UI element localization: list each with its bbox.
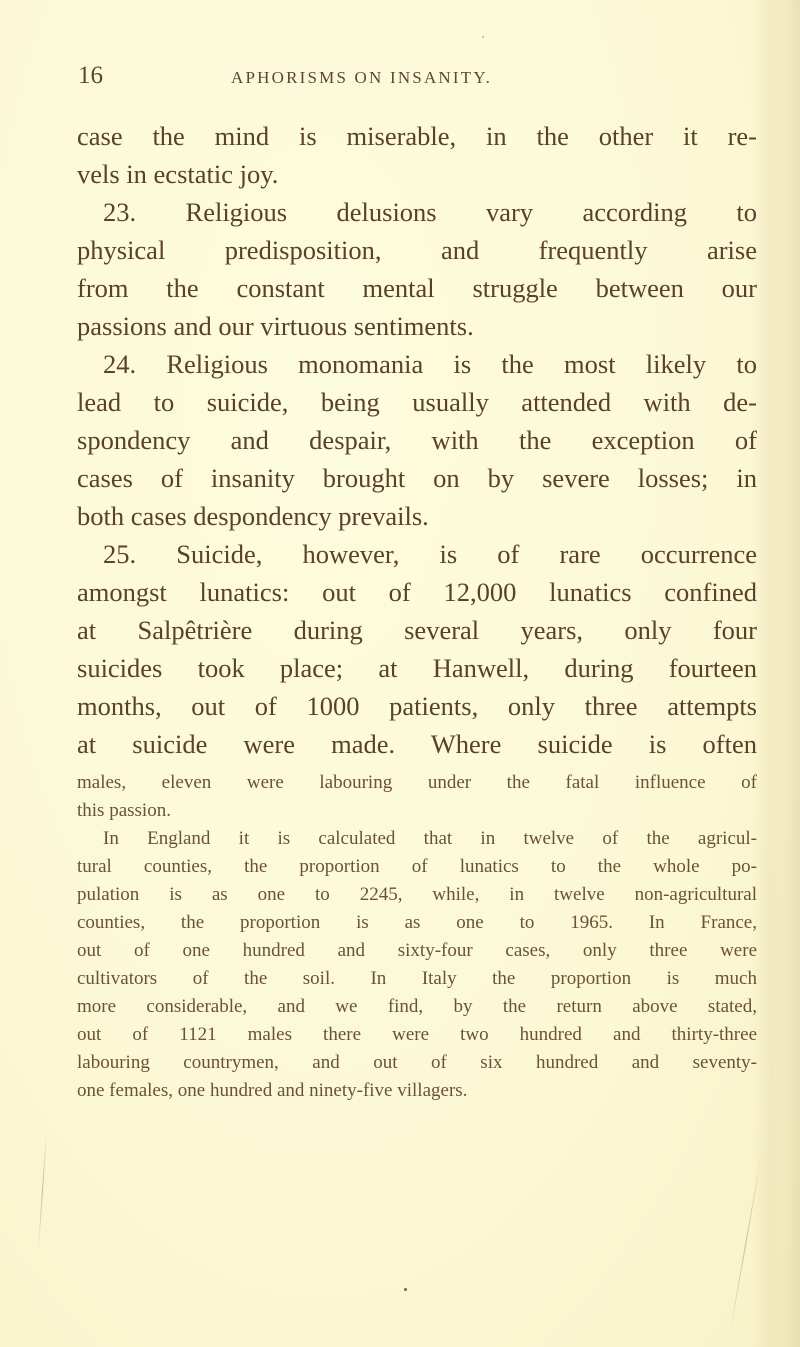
body-line: spondency and despair, with the exception of <box>77 425 757 455</box>
footnote-line: tural counties, the proportion of lunatics to the whole po- <box>77 856 757 877</box>
body-line: from the constant mental struggle between our <box>77 273 757 303</box>
footnote-line: counties, the proportion is as one to 1965. In France, <box>77 912 757 933</box>
body-line: both cases despondency prevails. <box>77 501 429 531</box>
body-line: case the mind is miserable, in the other it re- <box>77 121 757 151</box>
page-number: 16 <box>78 62 103 89</box>
body-line: at suicide were made. Where suicide is often <box>77 729 757 759</box>
body-line: vels in ecstatic joy. <box>77 159 279 189</box>
paper-crease-mark <box>38 1130 47 1250</box>
footnote-line: more considerable, and we find, by the return above stated, <box>77 996 757 1017</box>
body-line: suicides took place; at Hanwell, during fourteen <box>77 653 757 683</box>
body-line: at Salpêtrière during several years, only four <box>77 615 757 645</box>
page-header <box>78 62 758 102</box>
running-title: APHORISMS ON INSANITY. <box>231 68 493 87</box>
body-line: physical predisposition, and frequently arise <box>77 235 757 265</box>
paragraph-24-start: 24. Religious monomania is the most likely to <box>103 349 757 379</box>
body-line: cases of insanity brought on by severe losses; in <box>77 463 757 493</box>
paragraph-25-start: 25. Suicide, however, is of rare occurrence <box>103 539 757 569</box>
body-line: months, out of 1000 patients, only three attempts <box>77 691 757 721</box>
footnote-line: this passion. <box>77 800 171 821</box>
paper-crease-mark <box>729 1151 763 1338</box>
body-line: passions and our virtuous sentiments. <box>77 311 474 341</box>
footnote-line: pulation is as one to 2245, while, in twelve non-agricultural <box>77 884 757 905</box>
ink-speck <box>404 1288 407 1291</box>
footnote-line: labouring countrymen, and out of six hundred and seventy- <box>77 1052 757 1073</box>
footnote-line: cultivators of the soil. In Italy the proportion is much <box>77 968 757 989</box>
footnote-line: out of 1121 males there were two hundred and thirty-three <box>77 1024 757 1045</box>
body-line: amongst lunatics: out of 12,000 lunatics confined <box>77 577 757 607</box>
footnote-line: males, eleven were labouring under the fatal influence of <box>77 772 757 793</box>
ink-speck <box>482 36 484 38</box>
paragraph-23-start: 23. Religious delusions vary according to <box>103 197 757 227</box>
body-line: lead to suicide, being usually attended with de- <box>77 387 757 417</box>
footnote-line: one females, one hundred and ninety-five villagers. <box>77 1080 468 1101</box>
footnote-paragraph-start: In England it is calculated that in twelve of the agricul- <box>103 828 757 849</box>
footnote-line: out of one hundred and sixty-four cases, only three were <box>77 940 757 961</box>
